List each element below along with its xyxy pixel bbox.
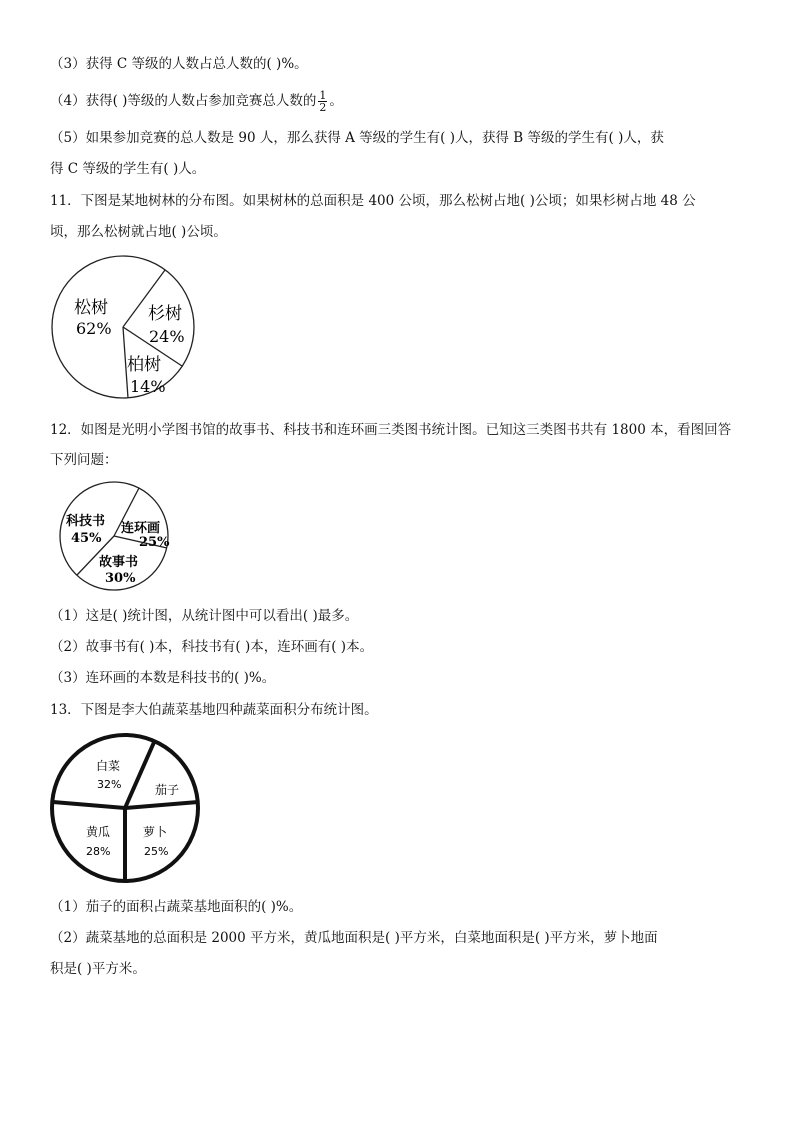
q13-value-cucumber: 28%	[86, 845, 111, 858]
q13-value-radish: 25%	[144, 845, 169, 858]
q12-part3: （3）连环画的本数是科技书的( )%。	[50, 670, 276, 686]
q13-part2-line1: （2）蔬菜基地的总面积是 2000 平方米，黄瓜地面积是( )平方米，白菜地面积是( )平方米，萝卜地面	[50, 930, 658, 946]
q12-label-science: 科技书	[66, 514, 106, 529]
q12-part2: （2）故事书有( )本，科技书有( )本，连环画有( )本。	[50, 639, 374, 655]
q10-part3: （3）获得 C 等级的人数占总人数的( )%。	[50, 56, 308, 72]
q11-value-fir: 24%	[149, 327, 185, 346]
q12-label-comics: 连环画	[121, 521, 161, 536]
q12-value-comics: 25%	[139, 535, 170, 550]
q12-part1: （1）这是( )统计图，从统计图中可以看出( )最多。	[50, 608, 359, 624]
q13-stem: 13．下图是李大伯蔬菜基地四种蔬菜面积分布统计图。	[50, 702, 378, 718]
q13-label-cabbage: 白菜	[96, 759, 121, 773]
q11-pie-chart	[48, 255, 200, 403]
q12-stem-line1: 12．如图是光明小学图书馆的故事书、科技书和连环画三类图书统计图。已知这三类图书共有 1800 本，看图回答	[50, 422, 732, 438]
q13-pie-chart	[48, 732, 204, 886]
q13-label-eggplant: 茄子	[155, 783, 180, 797]
q13-value-cabbage: 32%	[97, 778, 122, 791]
q12-label-story: 故事书	[99, 555, 139, 570]
q11-label-cypress: 柏树	[127, 355, 161, 375]
q11-value-pine: 62%	[76, 319, 112, 338]
q11-stem-line1: 11．下图是某地树林的分布图。如果树林的总面积是 400 公顷，那么松树占地( )公顷；如果杉树占地 48 公	[50, 193, 696, 209]
q11-label-fir: 杉树	[148, 304, 182, 324]
q13-label-cucumber: 黄瓜	[86, 825, 111, 839]
q10-part5-line1: （5）如果参加竞赛的总人数是 90 人，那么获得 A 等级的学生有( )人，获得 B 等级的学生有( )人，获	[50, 130, 664, 146]
q10-part4-text: （4）获得( )等级的人数占参加竞赛总人数的	[50, 93, 317, 109]
q10-part5-line2: 得 C 等级的学生有( )人。	[50, 161, 206, 177]
q12-value-story: 30%	[105, 571, 136, 586]
fraction-one-half: $\frac{1}{2}$	[319, 89, 327, 114]
q11-label-pine: 松树	[74, 298, 108, 318]
q13-part1: （1）茄子的面积占蔬菜基地面积的( )%。	[50, 899, 303, 915]
q13-part2-line2: 积是( )平方米。	[50, 961, 146, 977]
q11-stem-line2: 顷，那么松树就占地( )公顷。	[50, 224, 227, 240]
q10-part4: （4）获得( )等级的人数占参加竞赛总人数的 $\frac{1}{2}$ 。	[50, 89, 343, 114]
q12-value-science: 45%	[71, 531, 102, 546]
q12-pie-chart	[57, 480, 173, 592]
q13-label-radish: 萝卜	[143, 825, 168, 839]
q11-value-cypress: 14%	[130, 377, 166, 396]
q12-stem-line2: 下列问题：	[50, 452, 118, 468]
